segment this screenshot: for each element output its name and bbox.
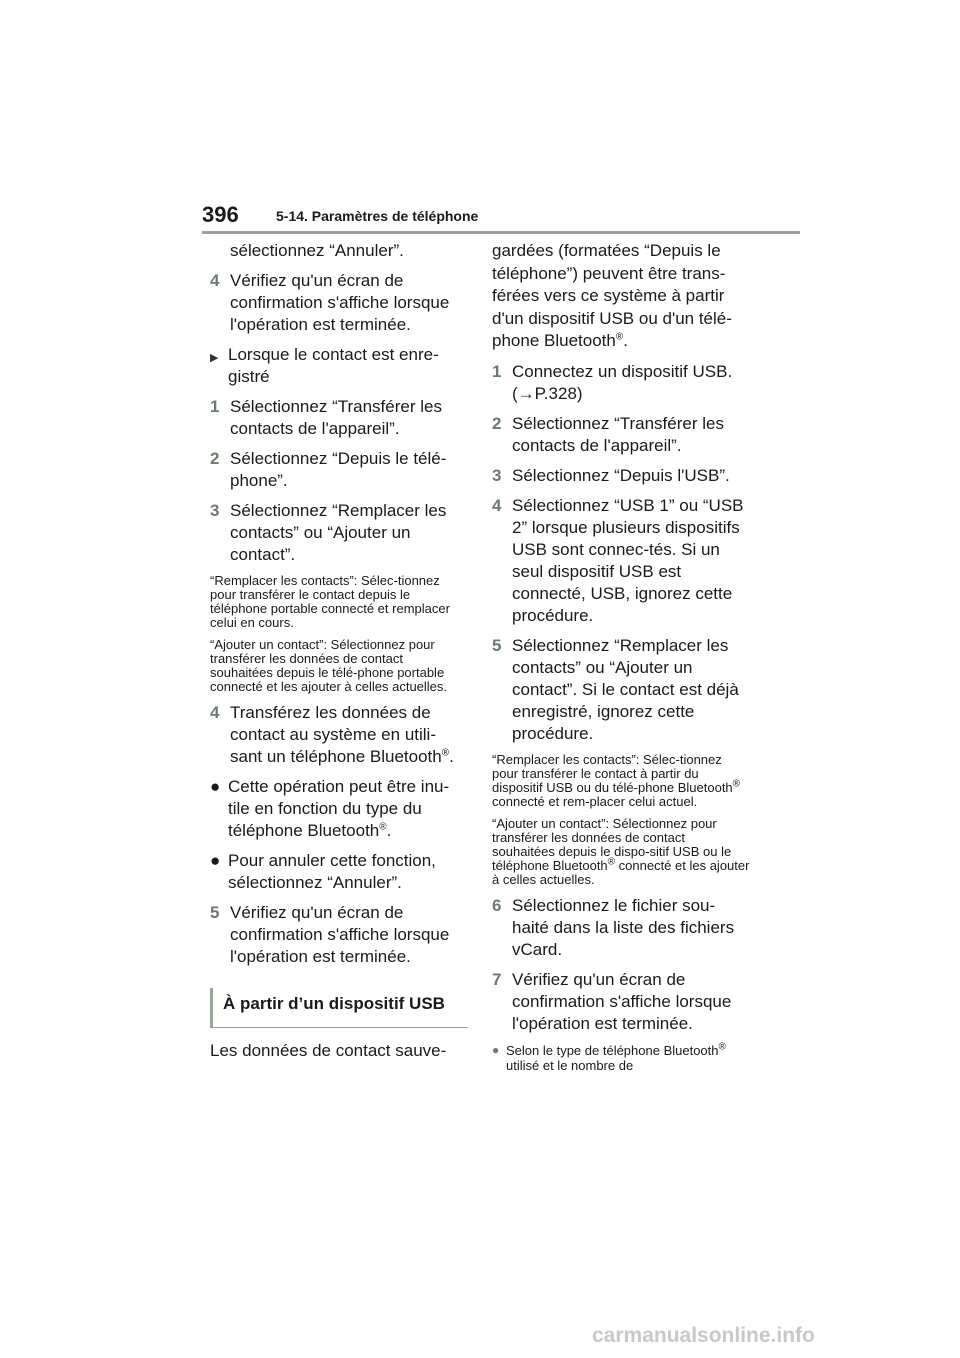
bullet-text-main: Cette opération peut être inu-tile en fonction du type du téléphone Bluetooth — [228, 777, 450, 840]
info-item — [492, 1043, 750, 1073]
step-text-main: Transférez les données de contact au système en utili-sant un téléphone Bluetooth — [230, 703, 442, 766]
section-title: 5-14. Paramètres de téléphone — [276, 208, 479, 224]
step-6 — [492, 895, 750, 961]
registered-mark: ® — [732, 778, 741, 790]
paragraph-text: gardées (formatées “Depuis le téléphone”) peuvent être trans-férées vers ce système à partir d'un dispositif USB ou d'un télé-phone Bluetooth — [492, 241, 732, 350]
period: . — [386, 821, 392, 840]
info-text-a: Selon le type de téléphone Bluetooth — [506, 1042, 719, 1058]
step-text-main: Connectez un dispositif USB. — [512, 361, 733, 381]
registered-mark: ® — [379, 821, 387, 833]
period: . — [449, 747, 454, 766]
bullet-icon: ● — [210, 777, 221, 796]
step-number: 3 — [492, 465, 502, 485]
note-text-b: connecté et rem-placer celui actuel. — [492, 793, 698, 809]
registered-mark: ® — [718, 1041, 726, 1053]
step-2 — [210, 448, 468, 492]
step-number: 7 — [492, 969, 502, 989]
step-text: Sélectionnez “Remplacer les contacts” ou “Ajouter un contact”. Si le contact est déjà enregistré, ignorez cette procédure. — [512, 635, 739, 743]
step-7 — [492, 969, 750, 1035]
step-number: 5 — [492, 635, 502, 655]
paragraph — [492, 240, 750, 353]
bullet-1 — [210, 776, 468, 842]
info-text — [506, 1043, 750, 1073]
step-number: 1 — [492, 361, 502, 381]
note-replace — [492, 753, 750, 809]
step-number: 5 — [210, 903, 220, 922]
note-text-a: “Remplacer les contacts”: Sélec-tionnez pour transférer le contact à partir du dispositif USB ou du télé-phone Bluetooth — [492, 751, 733, 795]
step-number: 2 — [210, 449, 220, 468]
step-text: Vérifiez qu'un écran de confirmation s'affiche lorsque l'opération est terminée. — [512, 969, 732, 1033]
triangle-heading-text: Lorsque le contact est enre-gistré — [228, 345, 439, 386]
step-5 — [492, 635, 750, 745]
step-number: 4 — [492, 495, 502, 515]
step-3 — [210, 500, 468, 566]
note-replace: “Remplacer les contacts”: Sélec-tionnez pour transférer le contact depuis le téléphone portable connecté et remplacer celui en cours. — [210, 573, 450, 630]
paragraph: Les données de contact sauve- — [210, 1041, 447, 1060]
step-text: Sélectionnez “Remplacer les contacts” ou “Ajouter un contact”. — [230, 501, 447, 564]
page-number: 396 — [202, 202, 239, 227]
step-text: Sélectionnez le fichier sou-haité dans la liste des fichiers vCard. — [512, 895, 735, 959]
registered-mark: ® — [441, 747, 450, 759]
header-divider — [202, 231, 800, 234]
step-text: Sélectionnez “Transférer les contacts de l'appareil”. — [512, 413, 724, 455]
step-number: 6 — [492, 895, 502, 915]
bullet-icon: ● — [210, 851, 221, 870]
step-4b — [210, 702, 468, 768]
step-number: 4 — [210, 271, 220, 290]
step-text: Vérifiez qu'un écran de confirmation s'affiche lorsque l'opération est terminée. — [230, 271, 450, 334]
page-reference: (→P.328) — [512, 383, 583, 403]
paragraph: sélectionnez “Annuler”. — [230, 241, 404, 260]
step-number: 4 — [210, 703, 220, 722]
note-add: “Ajouter un contact”: Sélectionnez pour transférer les données de contact souhaitées depuis le télé-phone portable connecté et les ajouter à celles actuelles. — [210, 637, 448, 694]
bullet-text: Pour annuler cette fonction, sélectionnez “Annuler”. — [228, 851, 436, 892]
step-1 — [210, 396, 468, 440]
registered-mark: ® — [607, 856, 616, 868]
step-text: Sélectionnez “Depuis le télé-phone”. — [230, 449, 447, 490]
note-text-b: connecté et les ajouter à celles actuelles. — [492, 857, 750, 887]
step-5 — [210, 902, 468, 968]
left-column — [210, 240, 468, 1062]
subsection-divider — [210, 1027, 468, 1028]
step-text — [230, 702, 468, 768]
bullet-text — [228, 776, 468, 842]
step-text: Sélectionnez “Depuis l'USB”. — [512, 465, 730, 485]
step-number: 3 — [210, 501, 220, 520]
note-text-a: “Ajouter un contact”: Sélectionnez pour transférer les données de contact souhaitées depuis le dispo-sitif USB ou le téléphone Bluetooth — [492, 815, 732, 873]
step-text: Sélectionnez “USB 1” ou “USB 2” lorsque plusieurs dispositifs USB sont connec-tés. Si un seul dispositif USB est connecté, USB, ignorez cette procédure. — [512, 495, 744, 625]
bullet-2 — [210, 850, 468, 894]
step-1 — [492, 361, 750, 405]
step-2 — [492, 413, 750, 457]
triangle-icon: ▶ — [210, 352, 219, 364]
circle-bullet-icon: ● — [492, 1042, 500, 1057]
step-text: Vérifiez qu'un écran de confirmation s'affiche lorsque l'opération est terminée. — [230, 903, 450, 966]
right-column — [492, 240, 750, 1073]
info-text-b: utilisé et le nombre de — [506, 1057, 634, 1073]
step-4 — [492, 495, 750, 627]
step-number: 2 — [492, 413, 502, 433]
step-4a — [210, 270, 468, 336]
period: . — [623, 331, 628, 350]
subsection-heading-text: À partir d’un dispositif USB — [223, 994, 445, 1013]
registered-mark: ® — [615, 331, 624, 343]
subsection-heading — [210, 988, 468, 1028]
step-3 — [492, 465, 750, 487]
step-number: 1 — [210, 397, 220, 416]
triangle-heading — [210, 344, 468, 388]
note-add — [492, 817, 750, 887]
watermark: carmanualsonline.info — [592, 1324, 815, 1347]
step-text: Sélectionnez “Transférer les contacts de l'appareil”. — [230, 397, 442, 438]
step-text — [512, 361, 750, 405]
